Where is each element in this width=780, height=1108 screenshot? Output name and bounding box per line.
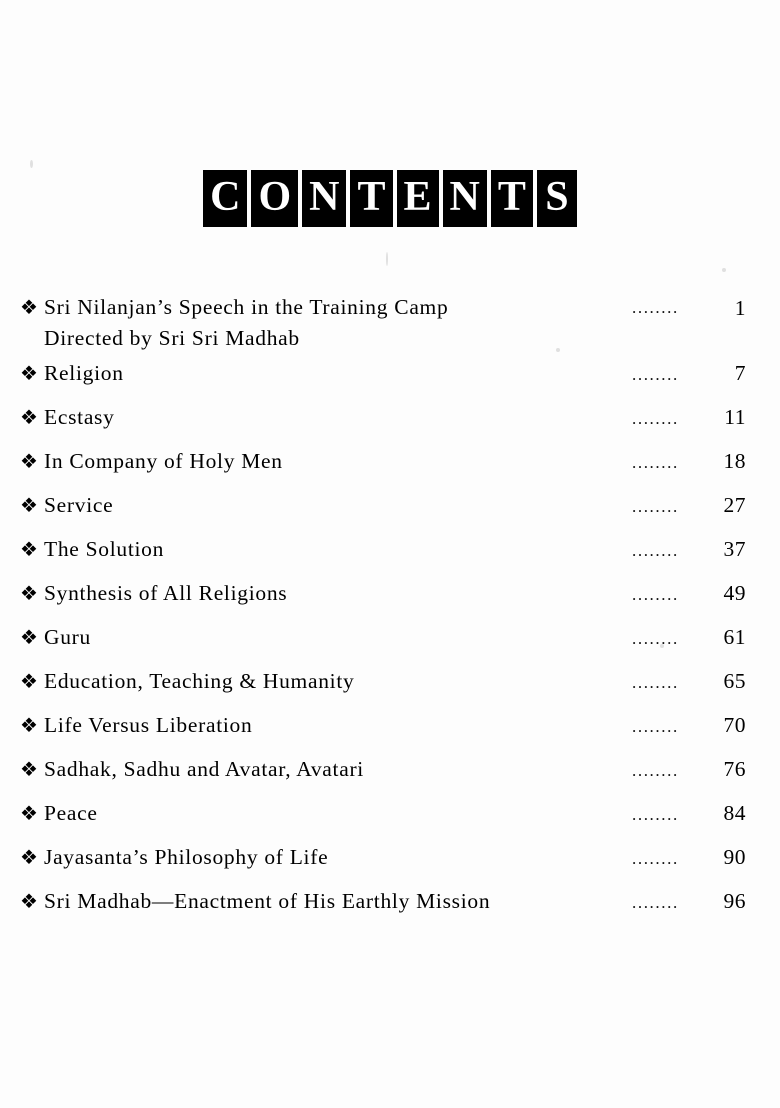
diamond-bullet-icon: ❖ bbox=[20, 757, 38, 781]
diamond-bullet-icon: ❖ bbox=[20, 449, 38, 473]
contents-title-blocks bbox=[203, 170, 577, 227]
title-letter: N bbox=[443, 170, 487, 227]
title-letter: E bbox=[397, 170, 439, 227]
toc-entry[interactable] bbox=[0, 292, 780, 358]
diamond-bullet-icon: ❖ bbox=[20, 493, 38, 517]
diamond-bullet-icon: ❖ bbox=[20, 801, 38, 825]
toc-entry[interactable] bbox=[0, 666, 780, 710]
leader-dots: ........ bbox=[632, 453, 679, 472]
toc-entry-title-line2: Directed by Sri Sri Madhab bbox=[44, 326, 300, 350]
toc-entry-title: Ecstasy bbox=[44, 405, 115, 429]
leader-dots: ........ bbox=[632, 541, 679, 560]
title-letter: T bbox=[350, 170, 392, 227]
toc-entry[interactable] bbox=[0, 886, 780, 930]
toc-entry-title: The Solution bbox=[44, 537, 165, 561]
diamond-bullet-icon: ❖ bbox=[20, 581, 38, 605]
toc-entry-title: Peace bbox=[44, 801, 98, 825]
toc-entry-title: Sadhak, Sadhu and Avatar, Avatari bbox=[44, 757, 364, 781]
toc-entry-page: 18 bbox=[723, 449, 746, 473]
leader-dots: ........ bbox=[632, 893, 679, 912]
toc-entry-page: 49 bbox=[723, 581, 746, 605]
toc-entry[interactable] bbox=[0, 622, 780, 666]
toc-entry-page: 90 bbox=[723, 845, 746, 869]
title-letter: S bbox=[537, 170, 577, 227]
toc-entry-page: 65 bbox=[723, 669, 746, 693]
leader-dots: ........ bbox=[632, 849, 679, 868]
toc-entry[interactable] bbox=[0, 578, 780, 622]
leader-dots: ........ bbox=[632, 409, 679, 428]
toc-entry[interactable] bbox=[0, 490, 780, 534]
page-title bbox=[0, 170, 780, 227]
toc-entry[interactable] bbox=[0, 402, 780, 446]
toc-entry-title: Religion bbox=[44, 361, 124, 385]
toc-entry-title bbox=[44, 292, 632, 354]
diamond-bullet-icon: ❖ bbox=[20, 713, 38, 737]
diamond-bullet-icon: ❖ bbox=[20, 361, 38, 385]
leader-dots: ........ bbox=[632, 298, 679, 317]
diamond-bullet-icon: ❖ bbox=[20, 625, 38, 649]
leader-dots: ........ bbox=[632, 761, 679, 780]
toc-entry-page: 37 bbox=[723, 537, 746, 561]
leader-dots: ........ bbox=[632, 673, 679, 692]
toc-entry[interactable] bbox=[0, 534, 780, 578]
toc-entry[interactable] bbox=[0, 446, 780, 490]
scan-speckle bbox=[722, 268, 726, 272]
title-letter: N bbox=[302, 170, 346, 227]
toc-entry[interactable] bbox=[0, 842, 780, 886]
leader-dots: ........ bbox=[632, 805, 679, 824]
toc-entry-page: 7 bbox=[734, 361, 746, 385]
toc-entry-title: Synthesis of All Religions bbox=[44, 581, 288, 605]
title-letter: T bbox=[491, 170, 533, 227]
diamond-bullet-icon: ❖ bbox=[20, 669, 38, 693]
diamond-bullet-icon: ❖ bbox=[20, 405, 38, 429]
toc-entry-title: Jayasanta’s Philosophy of Life bbox=[44, 845, 329, 869]
title-letter: C bbox=[203, 170, 247, 227]
toc-entry-title: Life Versus Liberation bbox=[44, 713, 253, 737]
toc-entry-page: 96 bbox=[723, 889, 746, 913]
toc-entry-page: 76 bbox=[723, 757, 746, 781]
toc-entry-page: 11 bbox=[724, 405, 746, 429]
diamond-bullet-icon: ❖ bbox=[20, 295, 38, 319]
toc-entry-title: Service bbox=[44, 493, 114, 517]
leader-dots: ........ bbox=[632, 497, 679, 516]
toc-entry[interactable] bbox=[0, 358, 780, 402]
leader-dots: ........ bbox=[632, 717, 679, 736]
toc-entry-title-line1: Sri Nilanjan’s Speech in the Training Camp bbox=[44, 295, 449, 319]
title-letter: O bbox=[251, 170, 298, 227]
toc-entry-title: Guru bbox=[44, 625, 91, 649]
diamond-bullet-icon: ❖ bbox=[20, 845, 38, 869]
toc-entry-title: In Company of Holy Men bbox=[44, 449, 283, 473]
toc-entry[interactable] bbox=[0, 798, 780, 842]
toc-entry-page: 61 bbox=[723, 625, 746, 649]
toc-entry-page: 70 bbox=[723, 713, 746, 737]
toc-entry-page: 27 bbox=[723, 493, 746, 517]
toc-entry-page: 84 bbox=[723, 801, 746, 825]
leader-dots: ........ bbox=[632, 629, 679, 648]
toc-entry-title: Sri Madhab—Enactment of His Earthly Mission bbox=[44, 889, 491, 913]
leader-dots: ........ bbox=[632, 585, 679, 604]
table-of-contents bbox=[0, 292, 780, 930]
diamond-bullet-icon: ❖ bbox=[20, 889, 38, 913]
toc-entry-title: Education, Teaching & Humanity bbox=[44, 669, 355, 693]
scan-speckle bbox=[30, 160, 33, 168]
leader-dots: ........ bbox=[632, 365, 679, 384]
diamond-bullet-icon: ❖ bbox=[20, 537, 38, 561]
toc-entry[interactable] bbox=[0, 754, 780, 798]
toc-entry[interactable] bbox=[0, 710, 780, 754]
scan-speckle bbox=[386, 252, 388, 266]
toc-entry-page: 1 bbox=[734, 296, 746, 320]
